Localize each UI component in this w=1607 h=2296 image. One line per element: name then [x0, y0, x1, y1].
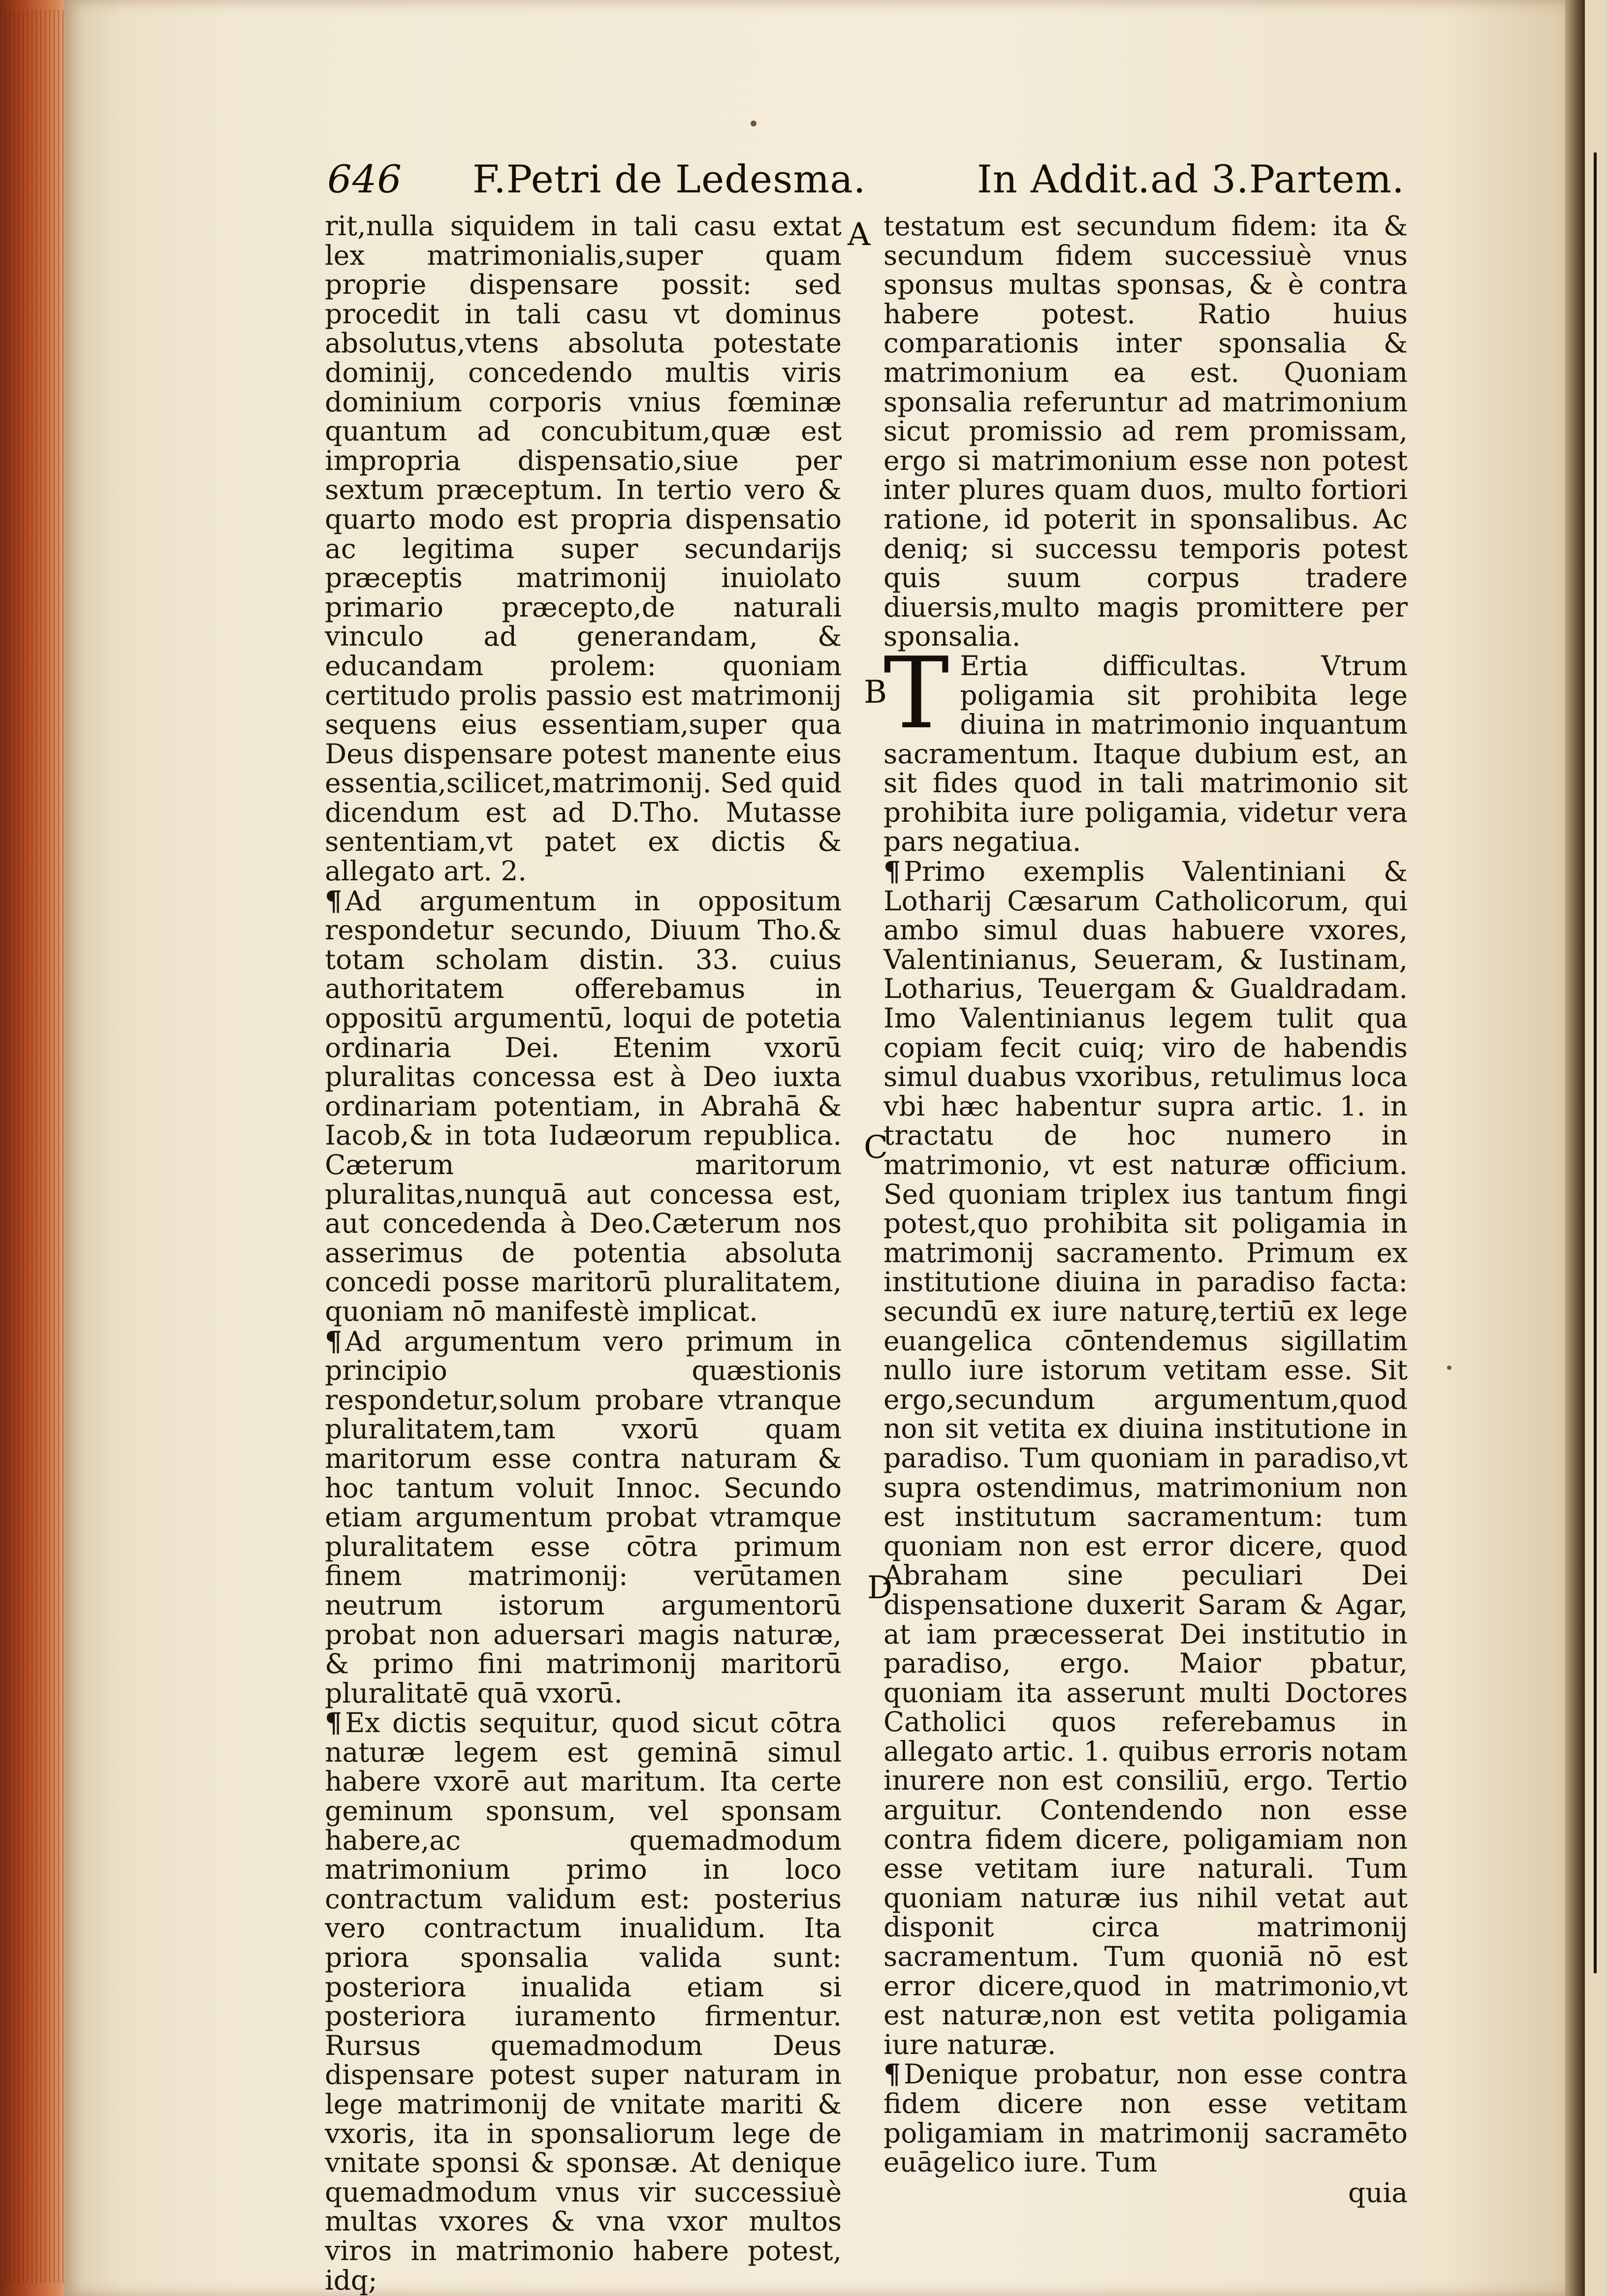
page-speck	[751, 121, 756, 126]
paragraph-text: Denique probatur, non esse contra fidem dicere non esse vetitam poligamiam in matrimonij sacramēto euāgelico iure. Tum	[883, 2058, 1408, 2178]
pilcrow-icon: ¶	[325, 1706, 342, 1739]
marginal-letter-d: D	[867, 1570, 893, 1606]
paragraph-text: Ertia difficultas. Vtrum poligamia sit prohibita lege diuina in matrimonio inquantum sacramentum. Itaque dubium est, an sit fides quod in tali matrimonio sit prohibita iure poligamia, videtur vera pars negatiua.	[883, 650, 1408, 858]
right-paragraph: testatum est secundum fidem: ita & secundum fidem successiuè vnus sponsus multas sponsas, & è contra habere potest. Ratio huius comparationis inter sponsalia & matrimonium ea est. Quoniam sponsalia referuntur ad matrimonium sicut promissio ad rem promissam, ergo si matrimonium esse non potest inter plures quam duos, multo fortiori ratione, id poterit in sponsalibus. Ac deniq; si successu temporis potest quis suum corpus tradere diuersis,multo magis promittere per sponsalia.	[883, 210, 1408, 652]
pilcrow-icon: ¶	[325, 1325, 342, 1357]
pilcrow-icon: ¶	[883, 2058, 901, 2090]
right-column	[883, 212, 1408, 2207]
left-paragraph: rit,nulla siquidem in tali casu extat lex matrimonialis,super quam proprie dispensare possit: sed procedit in tali casu vt dominus absolutus,vtens absoluta potestate dominij, concedendo multis viris dominium corporis vnius fœminæ quantum ad concubitum,quæ est impropria dispensatio,siue per sextum præceptum. In tertio vero & quarto modo est propria dispensatio ac legitima super secundarijs præceptis matrimonij inuiolato primario præcepto,de naturali vinculo ad generandam, & educandam prolem: quoniam certitudo prolis passio est matrimonij sequens eius essentiam,super qua Deus dispensare potest manente eius essentia,scilicet,matrimonij. Sed quid dicendum est ad D.Tho. Mutasse sententiam,vt patet ex dictis & allegato art. 2.	[325, 210, 842, 887]
facing-page-rule	[1594, 153, 1597, 1973]
pilcrow-icon: ¶	[325, 884, 342, 917]
left-paragraph	[325, 1327, 842, 1708]
running-head-section: In Addit.ad 3.Partem.	[977, 157, 1405, 202]
catchword: quia	[1348, 2176, 1408, 2208]
paragraph-text: Ad argumentum vero primum in principio quæstionis respondetur,solum probare vtranque pluralitatem,tam vxorū quam maritorum esse contra naturam & hoc tantum voluit Innoc. Secundo etiam argumentum probat vtramque pluralitatem esse cōtra primum finem matrimonij: verūtamen neutrum istorum argumentorū probat non aduersari magis naturæ, & primo fini matrimonij maritorū pluralitatē quā vxorū.	[325, 1325, 842, 1709]
marginal-letter-a: A	[848, 217, 871, 253]
paragraph-text: Ex dictis sequitur, quod sicut cōtra naturæ legem est geminā simul habere vxorē aut maritum. Ita certe geminum sponsum, vel sponsam habere,ac quemadmodum matrimonium primo in loco contractum validum est: posterius vero contractum inualidum. Ita priora sponsalia valida sunt: posteriora inualida etiam si posteriora iuramento firmentur. Rursus quemadmodum Deus dispensare potest super naturam in lege matrimonij de vnitate mariti & vxoris, ita in sponsaliorum lege de vnitate sponsi & sponsæ. At denique quemadmodum vnus vir successiuè multas vxores & vna vxor multos viros in matrimonio habere potest, idq;	[325, 1707, 842, 2296]
paragraph-text: Ad argumentum in oppositum respondetur secundo, Diuum Tho.& totam scholam distin. 33. cuius authoritatem offerebamus in oppositū argumentū, loqui de potetia ordinaria Dei. Etenim vxorū pluralitas concessa est à Deo iuxta ordinariam potentiam, in Abrahā & Iacob,& in tota Iudæorum republica. Cæterum maritorum pluralitas,nunquā aut concessa est, aut concedenda à Deo.Cæterum nos asserimus de potentia absoluta concedi posse maritorū pluralitatem, quoniam nō manifestè implicat.	[325, 885, 842, 1327]
left-paragraph	[325, 1708, 842, 2295]
left-column	[325, 212, 842, 2295]
right-paragraph	[883, 857, 1408, 2059]
running-head-author: F.Petri de Ledesma.	[473, 157, 866, 202]
page-stack-lines	[5, 10, 64, 2283]
paragraph-text: Primo exemplis Valentiniani & Lotharij Cæsarum Catholicorum, qui ambo simul duas habuere vxores, Valentinianus, Seueram, & Iustinam, Lotharius, Teuergam & Gualdradam. Imo Valentinianus legem tulit qua copiam fecit cuiq; viro de habendis simul duabus vxoribus, retulimus loca vbi hæc habentur supra artic. 1. in tractatu de hoc numero in matrimonio, vt est naturæ officium. Sed quoniam triplex ius tantum fingi potest,quo prohibita sit poligamia in matrimonij sacramento. Primum ex institutione diuina in paradiso facta: secundū ex iure naturę,tertiū ex lege euangelica cōntendemus sigillatim nullo iure istorum vetitam esse. Sit ergo,secundum argumentum,quod non sit vetita ex diuina institutione in paradiso. Tum quoniam in paradiso,vt supra ostendimus, matrimonium non est institutum sacramentum: tum quoniam non est error dicere, quod Abraham sine peculiari Dei dispensatione duxerit Saram & Agar, at iam præcesserat Dei institutio in paradiso, ergo. Maior pbatur, quoniam ita asserunt multi Doctores Catholici quos referebamus in allegato artic. 1. quibus erroris notam inurere non est consiliū, ergo. Tertio arguitur. Contendendo non esse contra fidem dicere, poligamiam non esse vetitam iure naturali. Tum quoniam naturæ ius nihil vetat aut disponit circa matrimonij sacramentum. Tum quoniā nō est error dicere,quod in matrimonio,vt est naturæ,non est vetita poligamia iure naturæ.	[883, 856, 1408, 2060]
page-number: 646	[327, 157, 402, 202]
pilcrow-icon: ¶	[883, 855, 901, 888]
marginal-letter-b: B	[864, 674, 887, 711]
marginal-letter-c: C	[864, 1129, 888, 1166]
right-paragraph	[883, 2059, 1408, 2177]
left-paragraph	[325, 886, 842, 1327]
drop-cap: T	[883, 636, 949, 751]
book-gutter	[1565, 0, 1585, 2296]
page-speck	[1447, 1365, 1451, 1370]
book-fore-edge	[0, 0, 69, 2296]
tertia-paragraph	[883, 636, 1408, 858]
